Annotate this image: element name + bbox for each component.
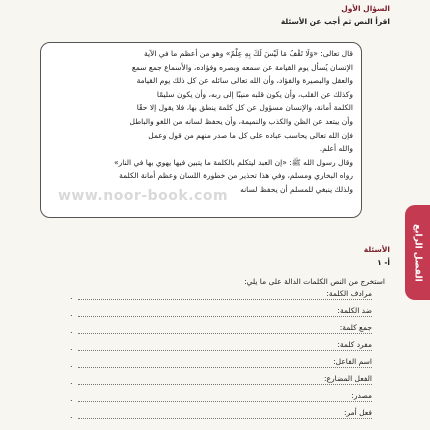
answer-dot: . bbox=[70, 309, 73, 318]
answer-row[interactable] bbox=[70, 321, 372, 335]
passage-line: والله أعلم. bbox=[319, 144, 353, 154]
answer-label: الفعل المضارع: bbox=[321, 374, 372, 383]
answer-row[interactable] bbox=[70, 287, 372, 301]
passage-line: ولذلك ينبغي للمسلم أن يحفظ لسانه bbox=[240, 184, 353, 194]
passage-line: الإنسان يُسأل يوم القيامة عن سمعه وبصره وفؤاده، والأسماع جمع سمع bbox=[131, 62, 353, 72]
answer-label: ضد الكلمة: bbox=[334, 306, 372, 315]
questions-heading: الأسئلة bbox=[363, 245, 390, 254]
passage-line: والعقل والبصيرة والفؤاد، وأن الله تعالى سائله عن كل ذلك يوم القيامة bbox=[136, 76, 353, 86]
answer-label: جمع كلمة: bbox=[337, 323, 372, 332]
answer-label: مرادف الكلمة: bbox=[323, 289, 372, 298]
question-label: السؤال الأول bbox=[341, 4, 390, 13]
passage-line: وأن يبتعد عن الظن والكذب والنميمة، وأن يحفظ لسانه من اللغو والباطل bbox=[129, 116, 353, 126]
answer-dot: . bbox=[70, 394, 73, 403]
side-tab-label: الفصل الرابع bbox=[412, 223, 423, 282]
watermark: www.noor-book.com bbox=[58, 188, 229, 204]
answer-dot: . bbox=[70, 292, 73, 301]
passage-line: الكلمة أمانة، والإنسان مسؤول عن كل كلمة ينطق بها، فلا يقول إلا حقًا bbox=[136, 103, 353, 113]
chapter-side-tab bbox=[405, 205, 430, 300]
answer-dot: . bbox=[70, 326, 73, 335]
passage-line: وقال رسول الله ﷺ: «إن العبد ليتكلم بالكلمة ما يتبين فيها يهوي بها في النار» bbox=[113, 157, 353, 167]
passage-line: وكذلك عن القلب، وأن يكون قلبه منيبًا إلى ربه، وأن يكون سليمًا bbox=[156, 89, 353, 99]
answer-row[interactable] bbox=[70, 406, 372, 420]
answer-label: مفرد كلمة: bbox=[334, 340, 372, 349]
answer-label: اسم الفاعل: bbox=[330, 357, 372, 366]
answer-row[interactable] bbox=[70, 304, 372, 318]
passage-line: قال تعالى: «وَلَا تَقْفُ مَا لَيْسَ لَكَ بِهِ عِلْمٌ» وهو من أعظم ما في الآية bbox=[143, 49, 353, 58]
answer-row[interactable] bbox=[70, 372, 372, 386]
instruction-heading: اقرأ النص ثم أجب عن الأسئلة bbox=[280, 17, 390, 26]
answer-row[interactable] bbox=[70, 338, 372, 352]
answer-dot: . bbox=[70, 411, 73, 420]
answer-row[interactable] bbox=[70, 389, 372, 403]
question-prompt: استخرج من النص الكلمات الدالة على ما يلي: bbox=[244, 277, 385, 286]
answer-label: فعل أمر: bbox=[341, 408, 372, 417]
question-number: أ- ١ bbox=[377, 258, 390, 267]
answer-dot: . bbox=[70, 360, 73, 369]
answer-dot: . bbox=[70, 377, 73, 386]
passage-line: فإن الله تعالى يحاسب عباده على كل ما صدر منهم من قول وعمل bbox=[148, 130, 353, 140]
passage-line: رواه البخاري ومسلم، وفي هذا تحذير من خطورة اللسان وعظم أمانة الكلمة bbox=[119, 171, 353, 181]
answer-row[interactable] bbox=[70, 355, 372, 369]
answer-label: مصدر: bbox=[348, 391, 372, 400]
answer-dot: . bbox=[70, 343, 73, 352]
